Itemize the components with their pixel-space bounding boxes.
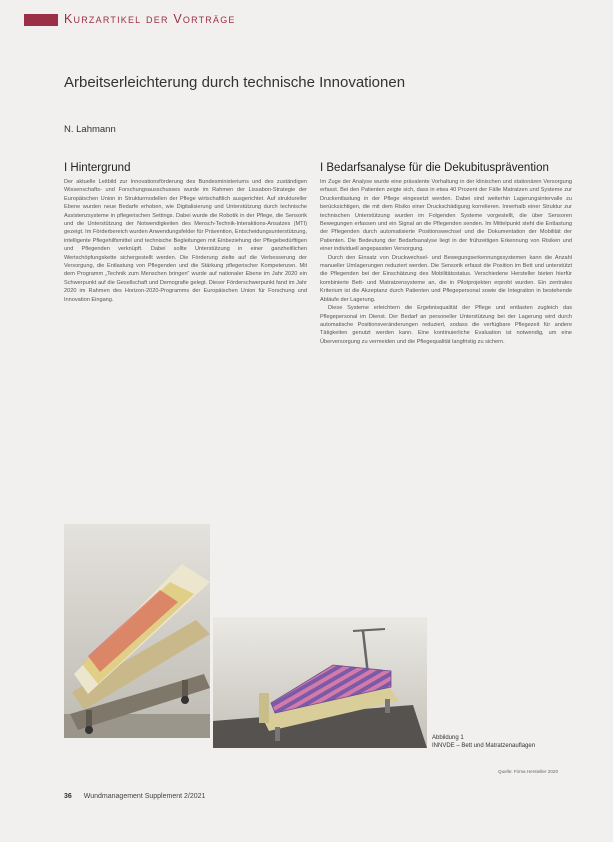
bed-photo-right <box>213 617 427 748</box>
bed-photo-left <box>64 524 210 738</box>
article-title: Arbeitserleichterung durch technische Innovationen <box>64 74 406 91</box>
right-column-heading: I Bedarfsanalyse für die Dekubitusprävention <box>320 162 549 174</box>
figure-caption-label: Abbildung 1 <box>432 735 464 741</box>
figure-credit: Quelle: Firma Hersteller 2020 <box>498 769 558 774</box>
left-paragraph: Der aktuelle Leitbild zur Innovationsförderung des Bundesministeriums und des zuständigen Wissenschafts- und Forschungsausschusses wurde im Rahmen der Lissabon-Strategie der Europäischen Union in Strukturmodellen der Pflege wirtschaftlich ausgerichtet. Auf struktureller Ebene wurden neue Bedarfe erhoben, wie Digitalisierung und Unterstützung durch technische Assistenzsysteme in pflegerischen Settings. Dabei wurde die Robotik in der Pflege, die Sensorik und die Unterstützung der Notwendigkeiten des Mensch-Technik-Interaktions-Ansatzes (MTI) gezeigt. Im Förderbereich wurden Anwendungsfelder für Prävention, Entscheidungsunterstützung, intelligente Pflegehilfsmittel und technische Begleitungen mit Einbeziehung der Pflegebedürftigen und Pflegenden verknüpft. Dabei sollte Unterstützung in einer ganzheitlichen Wertschöpfungskette sichergestellt werden. Die Förderung zielte auf die Verbesserung der Versorgung, die Entlastung von Pflegenden und die Stärkung pflegerischer Kompetenzen. Mit dem Programm „Technik zum Menschen bringen“ wurde auf nationaler Ebene im Jahr 2020 ein Schwerpunkt auf die Gesellschaft und Demografie gelegt. Dieser Förderschwerpunkt fand im Jahr 2020 im Rahmen des Horizon-2020-Programms der Europäischen Union für Forschung und Innovation Eingang. <box>64 179 307 303</box>
right-paragraph: Diese Systeme erleichtern die Ergebnisqualität der Pflege und entlasten zugleich das Pflegepersonal im Dienst. Der Bedarf an personeller Unterstützung bei der Lagerung wird durch automatische Positionsveränderungen reduziert, sodass die verfügbare Pflegezeit für andere Tätigkeiten genutzt werden kann. Eine kontinuierliche Evaluation ist notwendig, um eine Überversorgung zu vermeiden und die Pflegequalität langfristig zu sichern. <box>320 305 572 345</box>
article-author: N. Lahmann <box>64 124 116 135</box>
left-column-text <box>64 178 307 304</box>
publication-name: Wundmanagement Supplement 2/2021 <box>83 793 206 800</box>
page-number: 36 <box>64 793 72 800</box>
striped-bed-illustration <box>213 617 427 748</box>
figure-caption-text: INNVDE – Bett und Matratzenauflagen <box>432 743 536 749</box>
figure-caption <box>432 734 535 750</box>
right-paragraph: Durch den Einsatz von Druckwechsel- und Bewegungserkennungssystemen kann die Anzahl manueller Umlagerungen reduziert werden. Die Sensorik erfasst die Position im Bett und unterstützt die Pflegenden bei der Einschätzung des Mobilitätsstatus. Verschiedene Hersteller bieten hierfür kombinierte Bett- und Matratzensysteme an, die in Pilotprojekten erprobt wurden. Ein zentrales Kriterium ist die Akzeptanz durch Patienten und Pflegepersonal sowie die Integration in bestehende Abläufe der Lagerung. <box>320 254 572 303</box>
page-footer <box>64 793 205 800</box>
bed-illustration <box>64 524 210 738</box>
section-label: Kurzartikel der Vorträge <box>64 12 236 26</box>
section-accent-bar <box>24 14 58 26</box>
right-column-text <box>320 178 572 346</box>
left-column-heading: I Hintergrund <box>64 162 131 174</box>
right-paragraph: Im Zuge der Analyse wurde eine prävalente Vorhaltung in der klinischen und stationären Versorgung erfasst. Bei den Patienten zeigte sich, dass in etwa 40 Prozent der Fälle Matratzen und Systeme zur Druckentlastung in der Pflege eingesetzt werden. Dabei sind weiterhin Lagerungsintervalle zu berücksichtigen, die mit dem Risiko einer Druckschädigung korrelieren. Innerhalb einer Struktur zur technischen Unterstützung wurden im Folgenden Systeme vorgestellt, die über Sensoren Bewegungen erfassen und ein Signal an die Pflegenden senden. Im Mittelpunkt steht die Entlastung der Pflegenden durch automatisierte Positionswechsel und die Dokumentation der Mobilität der Patienten. Die Bedeutung der Bedarfsanalyse liegt in der frühzeitigen Erkennung von Risiken und einer individuell angepassten Versorgung. <box>320 179 572 253</box>
